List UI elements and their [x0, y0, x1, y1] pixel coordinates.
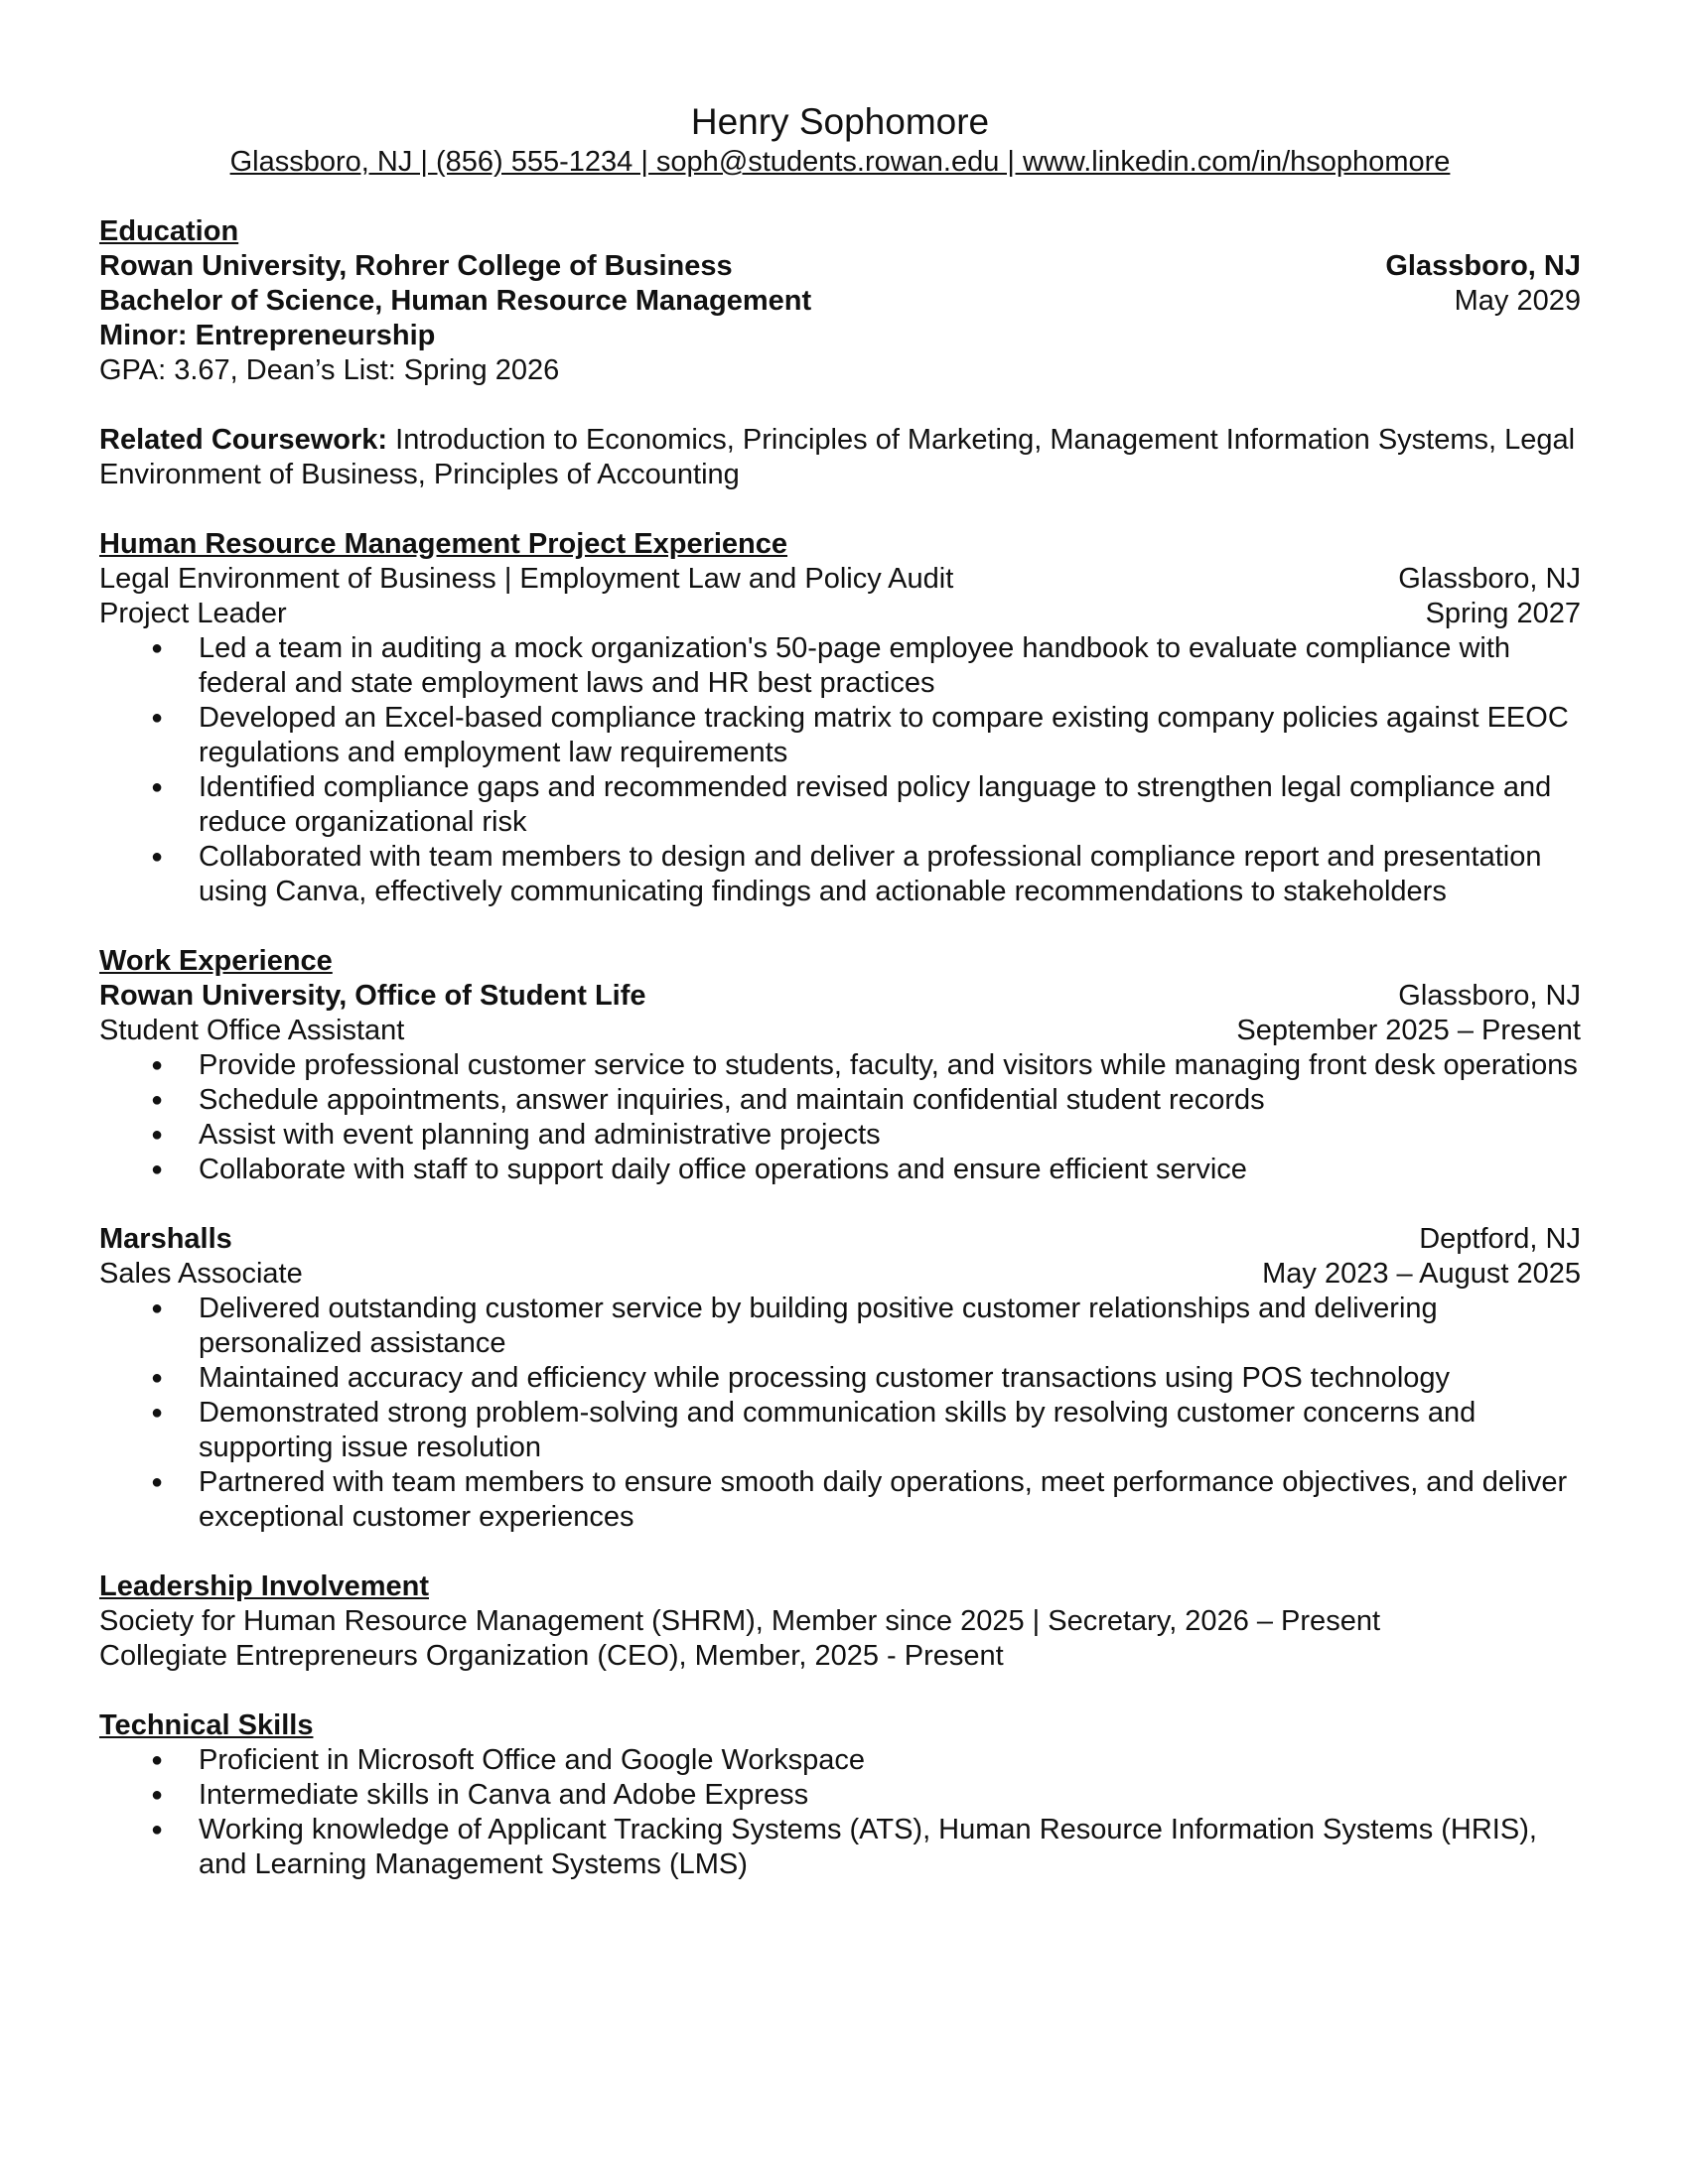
job-location: Glassboro, NJ: [1398, 980, 1581, 1012]
job-entry: [99, 979, 1581, 1187]
list-item: ● Delivered outstanding customer service by building positive customer relationships and delivering personalized assistance: [99, 1292, 1581, 1361]
project-bullets: [99, 631, 1581, 909]
list-item: ● Intermediate skills in Canva and Adobe Express: [99, 1778, 1581, 1813]
job-role-row: [99, 1257, 1581, 1292]
job-role: Sales Associate: [99, 1258, 303, 1290]
project-heading: Human Resource Management Project Experience: [99, 528, 788, 560]
leadership-item: Collegiate Entrepreneurs Organization (CEO), Member, 2025 - Present: [99, 1640, 1004, 1672]
list-item: ● Developed an Excel-based compliance tracking matrix to compare existing company policies against EEOC regulations and employment law requirements: [99, 701, 1581, 770]
job-employer: Rowan University, Office of Student Life: [99, 980, 646, 1012]
education-school-row: [99, 249, 1581, 284]
coursework-list: Introduction to Economics, Principles of Marketing, Management Information Systems, Legal Environment of Business, Principles of Accounting: [99, 424, 1576, 490]
job-bullets: [99, 1048, 1581, 1187]
list-item: ● Led a team in auditing a mock organization's 50-page employee handbook to evaluate compliance with federal and state employment laws and HR best practices: [99, 631, 1581, 701]
skills-bullets: [99, 1743, 1581, 1882]
job-employer-row: [99, 1222, 1581, 1257]
education-degree-row: [99, 284, 1581, 319]
list-item: ● Proficient in Microsoft Office and Google Workspace: [99, 1743, 1581, 1778]
job-location: Deptford, NJ: [1419, 1223, 1581, 1255]
education-degree: Bachelor of Science, Human Resource Management: [99, 285, 812, 317]
job-bullets: [99, 1292, 1581, 1535]
list-item: ● Working knowledge of Applicant Tracking Systems (ATS), Human Resource Information Systems (HRIS), and Learning Management Systems (LMS): [99, 1813, 1581, 1882]
job-entry: [99, 1222, 1581, 1535]
list-item: ● Collaborate with staff to support daily office operations and ensure efficient service: [99, 1153, 1581, 1187]
list-item: ● Demonstrated strong problem-solving and communication skills by resolving customer concerns and supporting issue resolution: [99, 1396, 1581, 1465]
project-role-row: [99, 597, 1581, 631]
job-date: May 2023 – August 2025: [1262, 1258, 1581, 1290]
education-date: May 2029: [1454, 285, 1581, 317]
education-gpa: GPA: 3.67, Dean’s List: Spring 2026: [99, 354, 560, 386]
leadership-item: Society for Human Resource Management (SHRM), Member since 2025 | Secretary, 2026 – Present: [99, 1605, 1381, 1637]
work-heading: Work Experience: [99, 945, 333, 977]
education-coursework: [99, 423, 1581, 492]
resume-page: [99, 99, 1581, 1882]
job-role: Student Office Assistant: [99, 1015, 405, 1046]
job-employer-row: [99, 979, 1581, 1014]
project-course: Legal Environment of Business | Employment Law and Policy Audit: [99, 563, 954, 595]
list-item: ● Provide professional customer service to students, faculty, and visitors while managing front desk operations: [99, 1048, 1581, 1083]
project-role: Project Leader: [99, 598, 287, 629]
education-minor: Minor: Entrepreneurship: [99, 320, 436, 351]
list-item: ● Schedule appointments, answer inquiries, and maintain confidential student records: [99, 1083, 1581, 1118]
project-course-row: [99, 562, 1581, 597]
list-item: ● Identified compliance gaps and recommended revised policy language to strengthen legal compliance and reduce organizational risk: [99, 770, 1581, 840]
job-employer: Marshalls: [99, 1223, 232, 1255]
contact-line[interactable]: Glassboro, NJ | (856) 555-1234 | soph@students.rowan.edu | www.linkedin.com/in/hsophomore: [229, 146, 1451, 178]
project-date: Spring 2027: [1425, 598, 1581, 629]
skills-heading: Technical Skills: [99, 1709, 314, 1741]
work-section: [99, 944, 1581, 1535]
job-role-row: [99, 1014, 1581, 1048]
list-item: ● Partnered with team members to ensure smooth daily operations, meet performance objectives, and deliver exceptional customer experiences: [99, 1465, 1581, 1535]
education-location: Glassboro, NJ: [1385, 250, 1581, 282]
list-item: ● Collaborated with team members to design and deliver a professional compliance report and presentation using Canva, effectively communicating findings and actionable recommendations to stakeholders: [99, 840, 1581, 909]
leadership-heading: Leadership Involvement: [99, 1570, 429, 1602]
leadership-section: [99, 1570, 1581, 1674]
education-school: Rowan University, Rohrer College of Business: [99, 250, 733, 282]
education-heading: Education: [99, 215, 239, 247]
skills-section: [99, 1708, 1581, 1882]
list-item: ● Maintained accuracy and efficiency while processing customer transactions using POS technology: [99, 1361, 1581, 1396]
education-section: [99, 214, 1581, 492]
project-section: [99, 527, 1581, 909]
resume-name: Henry Sophomore: [690, 101, 990, 142]
coursework-label: Related Coursework:: [99, 424, 388, 456]
job-date: September 2025 – Present: [1236, 1015, 1581, 1046]
project-location: Glassboro, NJ: [1398, 563, 1581, 595]
list-item: ● Assist with event planning and administrative projects: [99, 1118, 1581, 1153]
